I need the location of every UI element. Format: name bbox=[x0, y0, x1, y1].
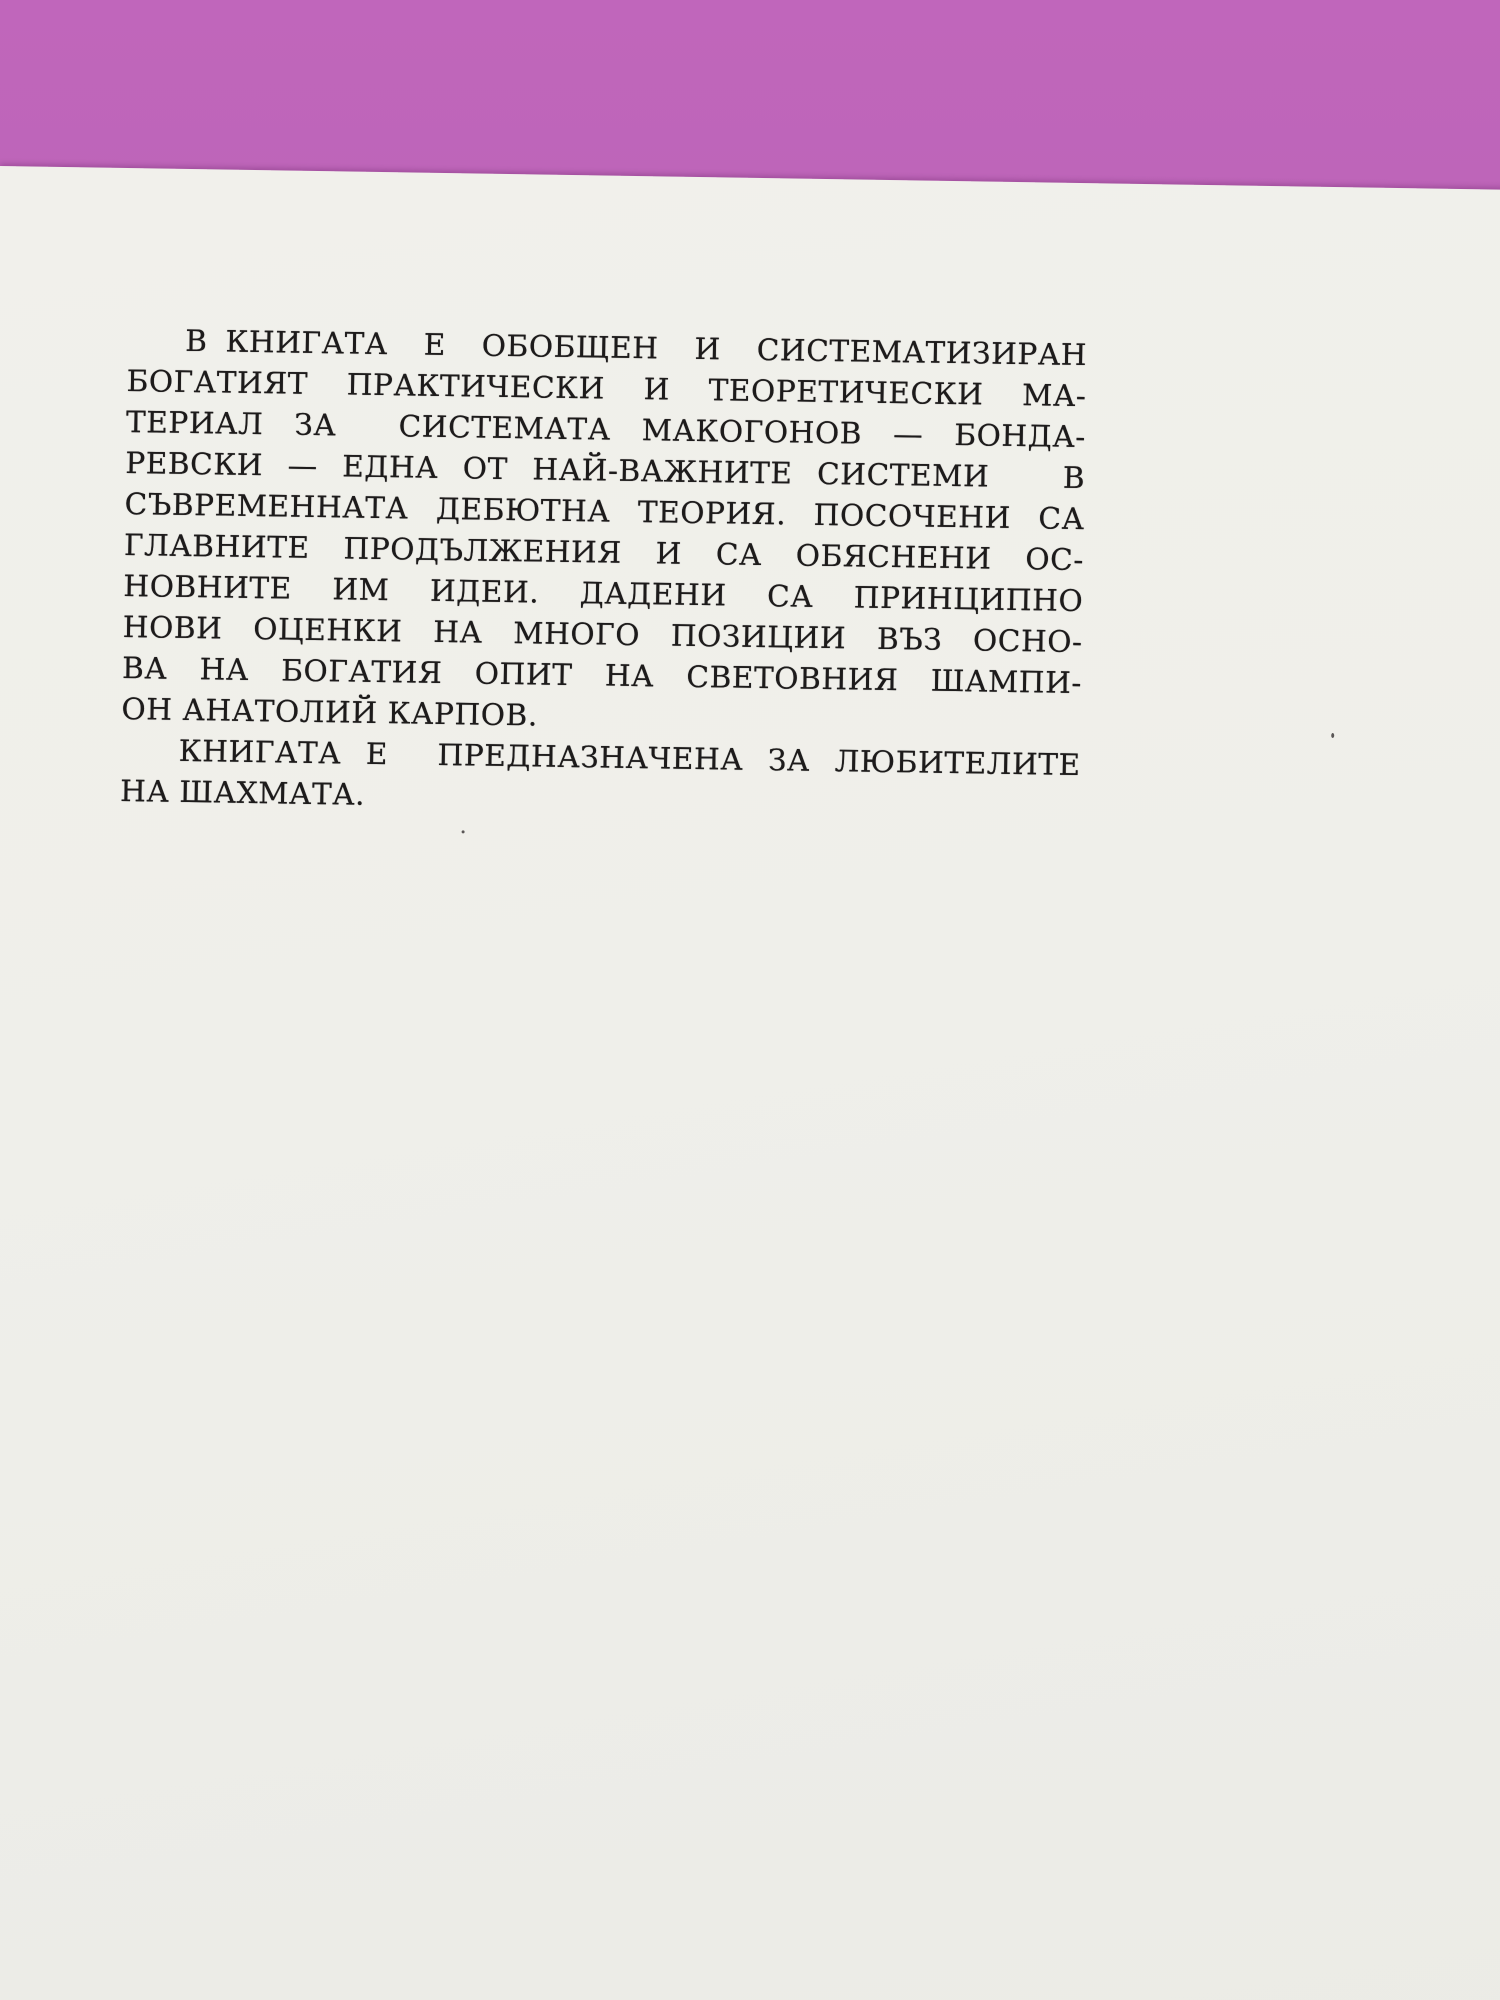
text-line: ТЕРИАЛ ЗА СИСТЕМАТА МАКОГОНОВ — БОНДА- bbox=[125, 405, 1087, 455]
text-line: БОГАТИЯТ ПРАКТИЧЕСКИ И ТЕОРЕТИЧЕСКИ МА- bbox=[126, 364, 1087, 414]
paragraph-2 bbox=[120, 730, 1081, 827]
paper-speck bbox=[1331, 733, 1334, 738]
text-line: НОВИ ОЦЕНКИ НА МНОГО ПОЗИЦИИ ВЪЗ ОСНО- bbox=[122, 609, 1083, 660]
text-line: СЪВРЕМЕННАТА ДЕБЮТНА ТЕОРИЯ. ПОСОЧЕНИ СА bbox=[124, 487, 1085, 537]
paragraph-1 bbox=[121, 320, 1087, 745]
book-page bbox=[0, 166, 1500, 2000]
text-line: РЕВСКИ — ЕДНА ОТ НАЙ-ВАЖНИТЕ СИСТЕМИ В bbox=[125, 446, 1086, 496]
text-line: НА ШАХМАТА. bbox=[119, 773, 366, 812]
text-line: ГЛАВНИТЕ ПРОДЪЛЖЕНИЯ И СА ОБЯСНЕНИ ОС- bbox=[123, 527, 1085, 578]
text-line: КНИГАТА Е ПРЕДНАЗНАЧЕНА ЗА ЛЮБИТЕЛИТЕ bbox=[178, 733, 1081, 783]
text-line: В КНИГАТА Е ОБОБЩЕН И СИСТЕМАТИЗИРАН bbox=[185, 323, 1088, 373]
paper-speck bbox=[462, 830, 465, 833]
text-line: ОН АНАТОЛИЙ КАРПОВ. bbox=[121, 691, 539, 733]
text-line: ВА НА БОГАТИЯ ОПИТ НА СВЕТОВНИЯ ШАМПИ- bbox=[121, 650, 1083, 701]
annotation-text bbox=[120, 320, 1088, 827]
text-line: НОВНИТЕ ИМ ИДЕИ. ДАДЕНИ СА ПРИНЦИПНО bbox=[123, 568, 1084, 619]
